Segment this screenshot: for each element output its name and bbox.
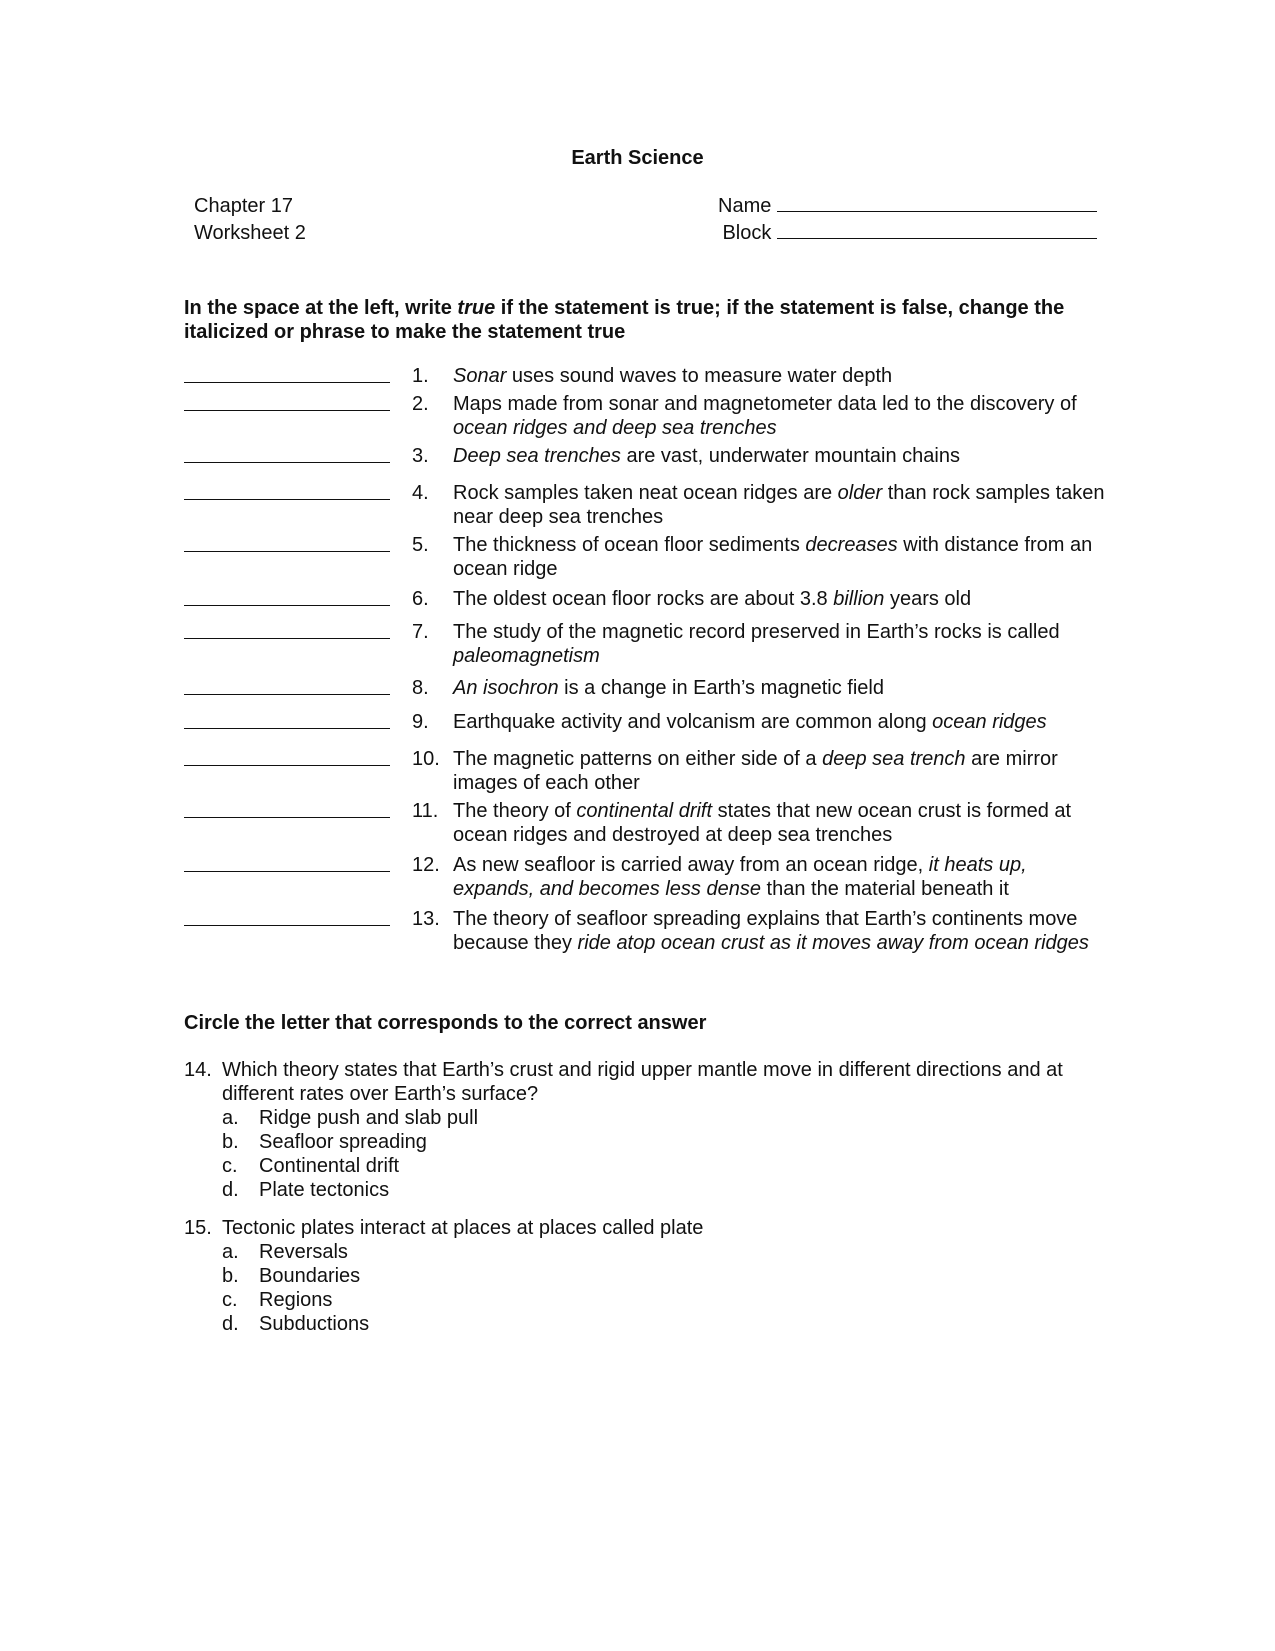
text-segment: than the material beneath it	[760, 878, 1009, 900]
option-text: Reversals	[259, 1241, 348, 1263]
question-number: 12.	[412, 854, 440, 876]
tf-item	[0, 747, 1275, 797]
option-text: Boundaries	[259, 1265, 361, 1287]
tf-item	[0, 481, 1275, 531]
block-field	[718, 220, 1097, 247]
question-number: 14.	[184, 1059, 212, 1081]
option-letter[interactable]: c.	[222, 1155, 238, 1177]
option-text: Ridge push and slab pull	[259, 1107, 479, 1129]
answer-blank[interactable]	[184, 587, 390, 606]
italic-phrase: Deep sea trenches	[453, 445, 621, 467]
answer-blank[interactable]	[184, 710, 390, 729]
header-right	[718, 193, 1097, 247]
mc-question	[184, 1058, 1104, 1202]
tf-item	[0, 533, 1275, 583]
mc-question-stem	[184, 1216, 1104, 1240]
option-letter[interactable]: c.	[222, 1289, 238, 1311]
answer-option[interactable]	[184, 1130, 1104, 1154]
question-text	[453, 676, 1113, 700]
question-text	[453, 853, 1113, 901]
question-text: Which theory states that Earth’s crust and rigid upper mantle move in different directions and at different rates over Earth’s surface?	[222, 1059, 1063, 1105]
instructions-italic: true	[457, 297, 496, 319]
option-letter[interactable]: a.	[222, 1241, 239, 1263]
question-number: 1.	[412, 365, 429, 387]
answer-blank[interactable]	[184, 620, 390, 639]
text-segment: than rock samples taken near deep sea trenches	[453, 482, 1105, 528]
text-segment: The study of the magnetic record preserved in Earth’s rocks is called	[453, 621, 1060, 643]
tf-item	[0, 620, 1275, 670]
question-number: 11.	[412, 800, 439, 822]
block-label: Block	[722, 222, 772, 244]
text-segment: The thickness of ocean floor sediments	[453, 534, 806, 556]
answer-blank[interactable]	[184, 799, 390, 818]
section1-instructions	[184, 296, 1084, 344]
answer-blank[interactable]	[184, 481, 390, 500]
mc-question-stem	[184, 1058, 1104, 1106]
text-segment: Rock samples taken neat ocean ridges are	[453, 482, 838, 504]
option-letter[interactable]: b.	[222, 1265, 239, 1287]
option-letter[interactable]: d.	[222, 1313, 239, 1335]
chapter-label: Chapter 17	[194, 195, 293, 217]
italic-phrase: deep sea trench	[822, 748, 966, 770]
tf-item	[0, 392, 1275, 442]
question-text	[453, 481, 1113, 529]
question-number: 2.	[412, 393, 429, 415]
tf-item	[0, 799, 1275, 849]
answer-blank[interactable]	[184, 676, 390, 695]
answer-option[interactable]	[184, 1106, 1104, 1130]
mc-question	[184, 1216, 1104, 1336]
italic-phrase: it heats up, expands, and becomes less dense	[453, 854, 1027, 900]
question-text	[453, 799, 1113, 847]
worksheet-label: Worksheet 2	[194, 222, 306, 244]
text-segment: As new seafloor is carried away from an ocean ridge,	[453, 854, 929, 876]
text-segment: states that new ocean crust is formed at ocean ridges and destroyed at deep sea trenches	[453, 800, 1072, 846]
question-text	[453, 747, 1113, 795]
text-segment: The theory of seafloor spreading explains that Earth’s continents move because they	[453, 908, 1078, 954]
answer-option[interactable]	[184, 1240, 1104, 1264]
text-segment: with distance from an ocean ridge	[453, 534, 1093, 580]
answer-option[interactable]	[184, 1178, 1104, 1202]
question-text	[453, 392, 1113, 440]
question-number: 7.	[412, 621, 429, 643]
instructions-part-b: if the statement is true; if the statement is false, change the italicized or phrase to make the statement true	[184, 297, 1065, 343]
answer-blank[interactable]	[184, 364, 390, 383]
italic-phrase: ride atop ocean crust as it moves away from ocean ridges	[577, 932, 1089, 954]
text-segment: Maps made from sonar and magnetometer data led to the discovery of	[453, 393, 1077, 415]
answer-option[interactable]	[184, 1312, 1104, 1336]
option-text: Continental drift	[259, 1155, 400, 1177]
question-text	[453, 533, 1113, 581]
question-number: 5.	[412, 534, 429, 556]
option-text: Plate tectonics	[259, 1179, 390, 1201]
answer-blank[interactable]	[184, 853, 390, 872]
italic-phrase: continental drift	[576, 800, 713, 822]
text-segment: The theory of	[453, 800, 577, 822]
question-text	[453, 587, 1113, 611]
italic-phrase: ocean ridges	[932, 711, 1047, 733]
instructions-part-a: In the space at the left, write	[184, 297, 458, 319]
answer-blank[interactable]	[184, 747, 390, 766]
answer-blank[interactable]	[184, 444, 390, 463]
italic-phrase: paleomagnetism	[453, 645, 600, 667]
tf-item	[0, 853, 1275, 903]
italic-phrase: Sonar	[453, 365, 507, 387]
text-segment: uses sound waves to measure water depth	[506, 365, 893, 387]
question-text	[453, 444, 1113, 468]
section2-instructions: Circle the letter that corresponds to the correct answer	[184, 1012, 707, 1034]
text-segment: The oldest ocean floor rocks are about 3.8	[453, 588, 834, 610]
answer-blank[interactable]	[184, 533, 390, 552]
answer-option[interactable]	[184, 1264, 1104, 1288]
option-letter[interactable]: a.	[222, 1107, 239, 1129]
name-input-line[interactable]	[777, 193, 1097, 212]
text-segment: years old	[884, 588, 972, 610]
block-input-line[interactable]	[777, 220, 1097, 239]
question-text	[453, 364, 1113, 388]
italic-phrase: decreases	[805, 534, 898, 556]
option-letter[interactable]: d.	[222, 1179, 239, 1201]
text-segment: are mirror images of each other	[453, 748, 1058, 794]
question-text	[453, 620, 1113, 668]
option-text: Seafloor spreading	[259, 1131, 427, 1153]
question-number: 4.	[412, 482, 429, 504]
option-text: Subductions	[259, 1313, 370, 1335]
question-number: 3.	[412, 445, 429, 467]
question-text	[453, 907, 1113, 955]
tf-item	[0, 907, 1275, 957]
text-segment: is a change in Earth’s magnetic field	[558, 677, 884, 699]
question-text: Tectonic plates interact at places at places called plate	[222, 1217, 704, 1239]
question-number: 9.	[412, 711, 429, 733]
text-segment: The magnetic patterns on either side of a	[453, 748, 823, 770]
question-number: 13.	[412, 908, 440, 930]
answer-blank[interactable]	[184, 907, 390, 926]
answer-blank[interactable]	[184, 392, 390, 411]
italic-phrase: older	[837, 482, 883, 504]
option-letter[interactable]: b.	[222, 1131, 239, 1153]
page-title: Earth Science	[571, 147, 704, 169]
italic-phrase: billion	[833, 588, 885, 610]
answer-option[interactable]	[184, 1288, 1104, 1312]
question-number: 15.	[184, 1217, 212, 1239]
name-field	[718, 193, 1097, 220]
question-number: 6.	[412, 588, 429, 610]
question-text	[453, 710, 1113, 734]
question-number: 8.	[412, 677, 429, 699]
question-number: 10.	[412, 748, 440, 770]
header-left	[194, 193, 306, 247]
text-segment: are vast, underwater mountain chains	[620, 445, 960, 467]
answer-option[interactable]	[184, 1154, 1104, 1178]
option-text: Regions	[259, 1289, 333, 1311]
italic-phrase: An isochron	[453, 677, 559, 699]
italic-phrase: ocean ridges and deep sea trenches	[453, 417, 777, 439]
name-label: Name	[718, 195, 772, 217]
text-segment: Earthquake activity and volcanism are common along	[453, 711, 933, 733]
